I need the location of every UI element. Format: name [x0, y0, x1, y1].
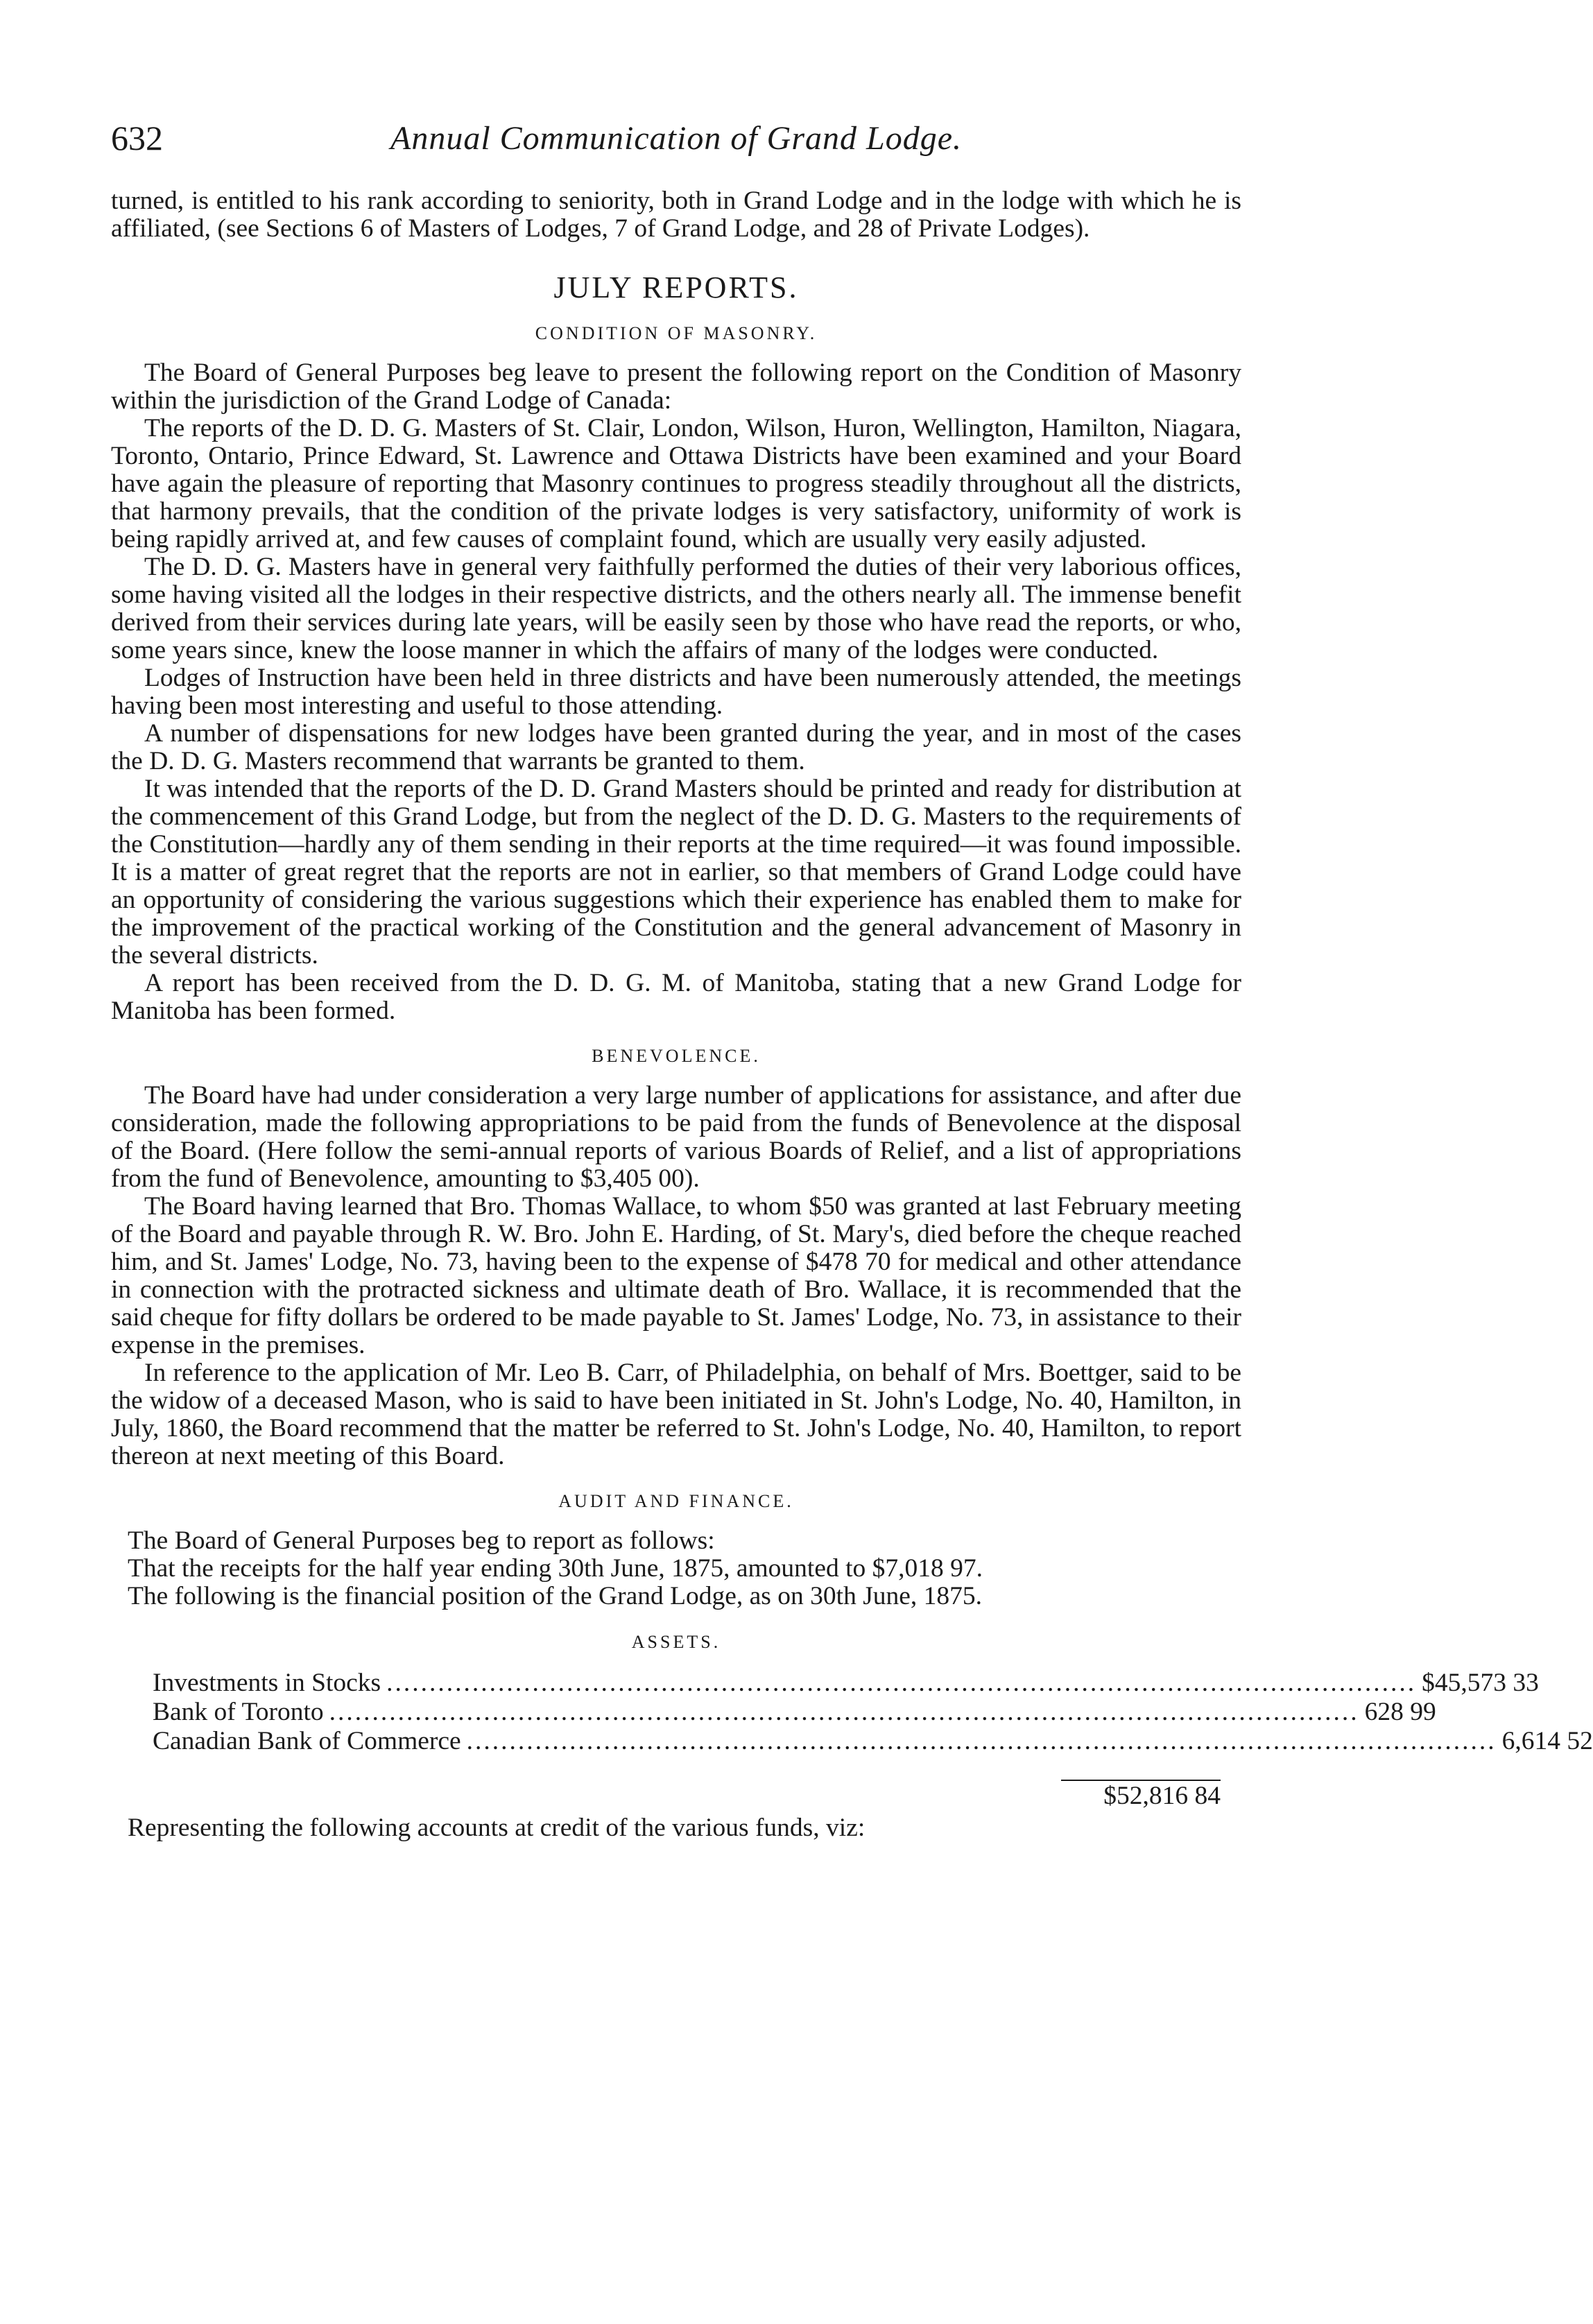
- asset-amount: 6,614 52: [1501, 1727, 1593, 1755]
- subheading-audit-and-finance: AUDIT AND FINANCE.: [558, 1491, 794, 1511]
- asset-label: Bank of Toronto: [153, 1698, 324, 1726]
- page-body: [111, 187, 1593, 1842]
- assets-table: [153, 1669, 1593, 1811]
- total-amount: $52,816 84: [1103, 1782, 1221, 1810]
- paragraph: In reference to the application of Mr. Leo B. Carr, of Philadelphia, on behalf of Mrs. Boettger, said to be the widow of a deceased Mason, who is said to have been initiated in St. John's Lodge, No. 40, Hamilton, in July, 1860, the Board recommend that the matter be referred to St. John's Lodge, No. 40, Hamilton, to report thereon at next meeting of this Board.: [111, 1359, 1241, 1470]
- total-row: [153, 1781, 1221, 1811]
- page-number: 632: [111, 119, 163, 157]
- asset-label: Investments in Stocks: [153, 1669, 381, 1697]
- dot-leader: ........................................................................................................................: [466, 1727, 1497, 1755]
- asset-amount: $45,573 33: [1422, 1669, 1539, 1697]
- asset-label: Canadian Bank of Commerce: [153, 1727, 461, 1755]
- asset-row: [153, 1698, 1436, 1727]
- section-title-july-reports: JULY REPORTS.: [553, 270, 799, 304]
- subheading-benevolence: BENEVOLENCE.: [592, 1046, 761, 1066]
- dot-leader: ........................................................................................................................: [329, 1698, 1359, 1726]
- subheading-condition-of-masonry: CONDITION OF MASONRY.: [535, 323, 818, 343]
- paragraph: That the receipts for the half year ending 30th June, 1875, amounted to $7,018 97.: [128, 1554, 983, 1583]
- paragraph: The Board having learned that Bro. Thomas Wallace, to whom $50 was granted at last February meeting of the Board and payable through R. W. Bro. John E. Harding, of St. Mary's, died before the cheque reached him, and St. James' Lodge, No. 73, having been to the expense of $478 70 for medical and other attendance in connection with the protracted sickness and ultimate death of Bro. Wallace, it is recommended that the said cheque for fifty dollars be ordered to be made payable to St. James' Lodge, No. 73, in assistance to their expense in the premises.: [111, 1192, 1241, 1359]
- asset-amount: 628 99: [1364, 1698, 1436, 1726]
- paragraph: Lodges of Instruction have been held in three districts and have been numerously attended, the meetings having been most interesting and useful to those attending.: [111, 664, 1241, 720]
- paragraph: The Board of General Purposes beg leave to present the following report on the Condition of Masonry within the jurisdiction of the Grand Lodge of Canada:: [111, 359, 1241, 415]
- paragraph: The reports of the D. D. G. Masters of St. Clair, London, Wilson, Huron, Wellington, Hamilton, Niagara, Toronto, Ontario, Prince Edward, St. Lawrence and Ottawa Districts have been examined and your Board have again the pleasure of reporting that Masonry continues to progress steadily throughout all the districts, that harmony prevails, that the condition of the private lodges is very satisfactory, uniformity of work is being rapidly arrived at, and few causes of complaint found, which are usually very easily adjusted.: [111, 414, 1241, 553]
- paragraph: It was intended that the reports of the D. D. Grand Masters should be printed and ready for distribution at the commencement of this Grand Lodge, but from the neglect of the D. D. G. Masters to the requirements of the Constitution—hardly any of them sending in their reports at the time required—it was found impossible. It is a matter of great regret that the reports are not in earlier, so that members of Grand Lodge could have an opportunity of considering the various suggestions which their experience has enabled them to make for the improvement of the practical working of the Constitution and the general advancement of Masonry in the several districts.: [111, 775, 1241, 970]
- paragraph: The following is the financial position of the Grand Lodge, as on 30th June, 1875.: [128, 1582, 983, 1610]
- assets-heading: ASSETS.: [631, 1632, 721, 1652]
- closing-paragraph: Representing the following accounts at credit of the various funds, viz:: [128, 1814, 866, 1842]
- paragraph: The Board have had under consideration a very large number of applications for assistance, and after due consideration, made the following appropriations to be paid from the funds of Benevolence at the disposal of the Board. (Here follow the semi-annual reports of various Boards of Relief, and a list of appropriations from the fund of Benevolence, amounting to $3,405 00).: [111, 1081, 1241, 1193]
- running-title: Annual Communication of Grand Lodge.: [390, 120, 962, 157]
- page-header: [111, 118, 1241, 173]
- intro-paragraph: turned, is entitled to his rank according to seniority, both in Grand Lodge and in the lodge with which he is affiliated, (see Sections 6 of Masters of Lodges, 7 of Grand Lodge, and 28 of Private Lodges).: [111, 187, 1241, 243]
- paragraph: A report has been received from the D. D. G. M. of Manitoba, stating that a new Grand Lodge for Manitoba has been formed.: [111, 969, 1241, 1025]
- paragraph: The D. D. G. Masters have in general very faithfully performed the duties of their very laborious offices, some having visited all the lodges in their respective districts, and the others nearly all. The immense benefit derived from their services during late years, will be easily seen by those who have read the reports, or who, some years since, knew the loose manner in which the affairs of many of the lodges were conducted.: [111, 553, 1241, 664]
- asset-row: [153, 1727, 1593, 1756]
- dot-leader: ........................................................................................................................: [386, 1669, 1417, 1697]
- paragraph: The Board of General Purposes beg to report as follows:: [128, 1526, 715, 1555]
- asset-row: [153, 1669, 1539, 1698]
- paragraph: A number of dispensations for new lodges have been granted during the year, and in most of the cases the D. D. G. Masters recommend that warrants be granted to them.: [111, 719, 1241, 775]
